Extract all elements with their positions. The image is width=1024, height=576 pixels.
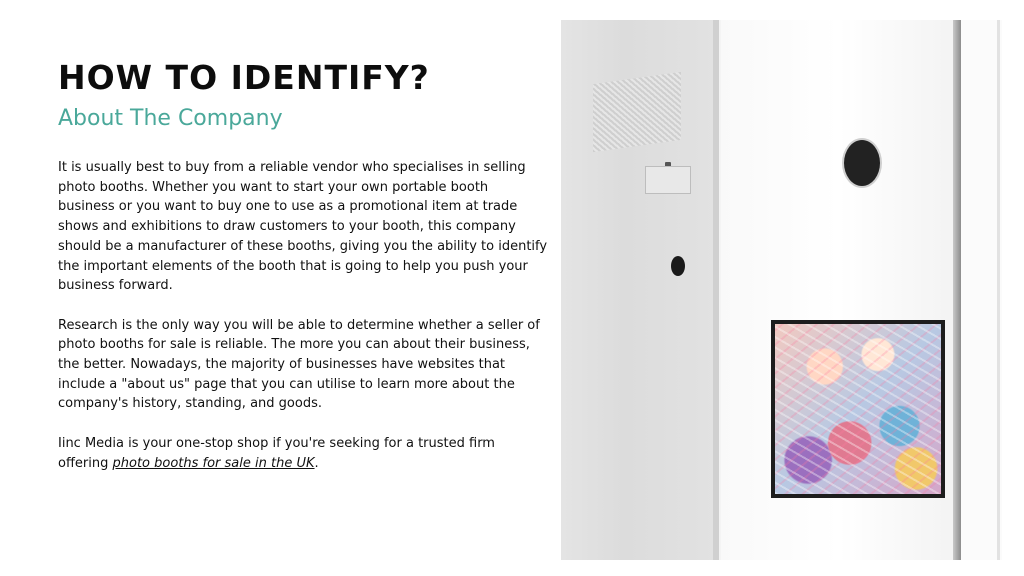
content-column [58, 58, 548, 493]
paragraph-research: Research is the only way you will be able to determine whether a seller of photo booths for sale is reliable. The more you can about their business, the better. Nowadays, the majority of businesses have websites that include a "about us" page that you can utilise to learn more about the company's history, standing, and goods. [58, 317, 540, 412]
photo-booths-uk-link[interactable]: photo booths for sale in the UK [112, 455, 315, 471]
booth-screen [771, 320, 945, 498]
paragraph-iinc-prefix: Iinc Media is your one-stop shop if you're seeking for a trusted firm offering [58, 435, 495, 471]
lock-knob [671, 256, 685, 276]
page-title: HOW TO IDENTIFY? [58, 58, 430, 97]
print-slot [645, 166, 691, 194]
speaker-grille [593, 72, 681, 152]
booth-camera [844, 140, 880, 186]
paragraph-iinc-media [58, 434, 548, 473]
paragraph-vendor: It is usually best to buy from a reliable vendor who specialises in selling photo booths. Whether you want to start your own portable booth business or you want to buy one to use as a promotional item at trade shows and exhibitions to draw customers to your booth, this company should be a manufacturer of these booths, giving you the ability to identify the important elements of the booth that is going to help you push your business forward. [58, 160, 548, 294]
photo-booth-image [561, 20, 1002, 560]
article-body [58, 158, 548, 473]
section-subtitle: About The Company [58, 106, 283, 131]
paragraph-iinc-suffix: . [314, 455, 319, 471]
